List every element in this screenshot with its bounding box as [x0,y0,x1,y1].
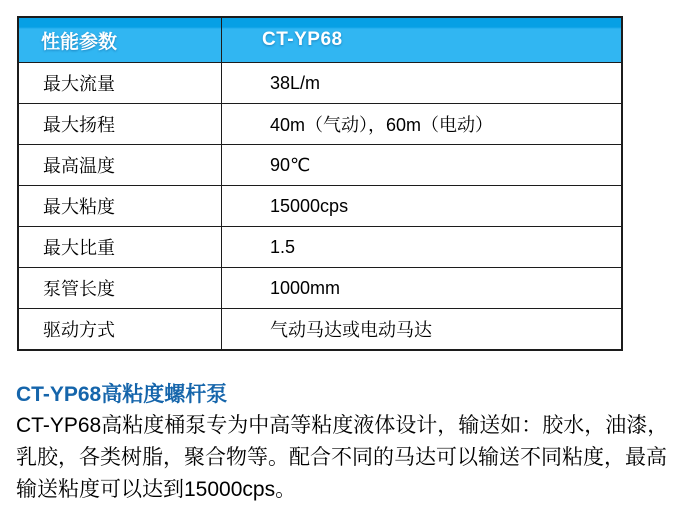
product-description [16,410,676,506]
spec-label-tube-length: 泵管长度 [18,268,222,309]
spec-label-max-head: 最大扬程 [18,104,222,145]
description-line: 乳胶，各类树脂，聚合物等。配合不同的马达可以输送不同粘度，最高 [16,446,667,469]
table-row [18,63,622,104]
table-row [18,227,622,268]
product-title: CT-YP68高粘度螺杆泵 [16,383,228,406]
description-line: CT-YP68高粘度桶泵专为中高等粘度液体设计，输送如：胶水，油漆， [16,414,669,437]
spec-value-max-viscosity: 15000cps [222,186,623,227]
spec-label-max-temperature: 最高温度 [18,145,222,186]
table-row [18,145,622,186]
table-row [18,309,622,351]
header-cell-model: CT-YP68 [222,17,623,63]
spec-value-max-temperature: 90℃ [222,145,623,186]
description-line: 输送粘度可以达到15000cps。 [16,478,297,501]
spec-value-max-specific-gravity: 1.5 [222,227,623,268]
table-row [18,268,622,309]
table-row [18,104,622,145]
spec-label-max-viscosity: 最大粘度 [18,186,222,227]
spec-value-tube-length: 1000mm [222,268,623,309]
spec-label-max-specific-gravity: 最大比重 [18,227,222,268]
table-header-row [18,17,622,63]
spec-label-drive-mode: 驱动方式 [18,309,222,351]
spec-label-max-flow: 最大流量 [18,63,222,104]
spec-value-max-flow: 38L/m [222,63,623,104]
header-cell-parameters: 性能参数 [18,17,222,63]
spec-value-max-head: 40m（气动），60m（电动） [222,104,623,145]
spec-table [17,16,623,351]
spec-value-drive-mode: 气动马达或电动马达 [222,309,623,351]
table-row [18,186,622,227]
